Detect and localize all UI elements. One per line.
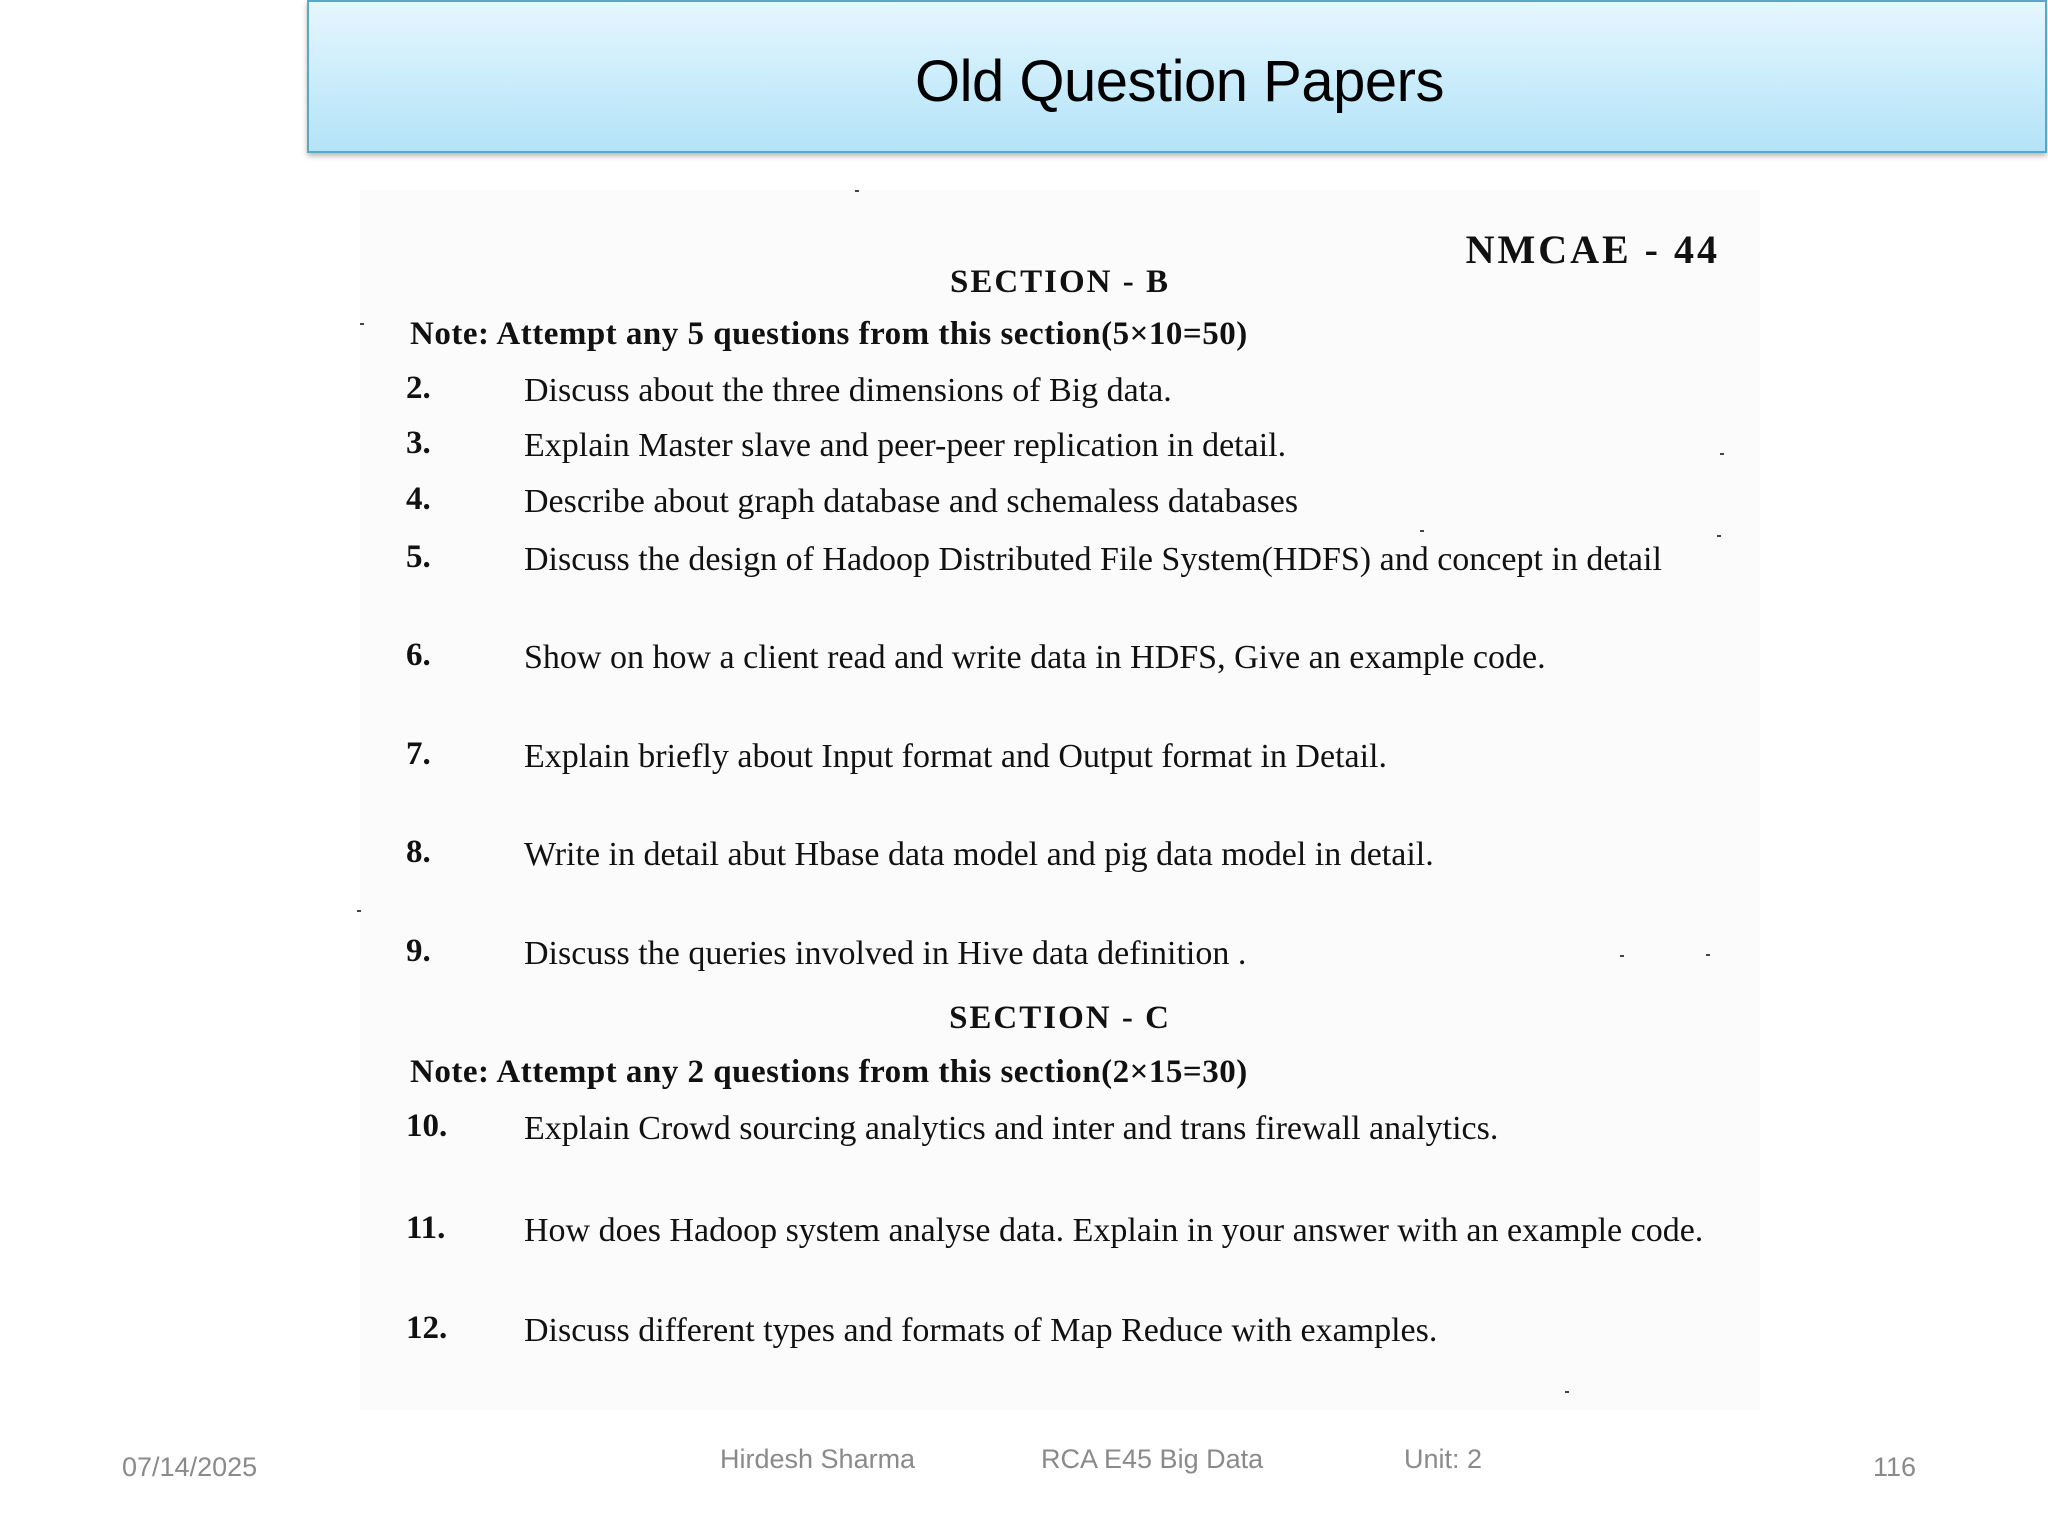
question-text: How does Hadoop system analyse data. Explain in your answer with an example code. — [524, 1212, 1704, 1249]
question-text: Write in detail abut Hbase data model and pig data model in detail. — [524, 836, 1434, 873]
question-number: 6. — [406, 637, 431, 673]
question-number: 11. — [406, 1210, 446, 1246]
question-item — [406, 933, 1716, 974]
question-text: Discuss different types and formats of Map Reduce with examples. — [524, 1312, 1438, 1349]
question-number: 2. — [406, 370, 431, 406]
question-item — [406, 370, 1716, 411]
question-item — [406, 736, 1716, 777]
question-text: Discuss the design of Hadoop Distributed File System(HDFS) and concept in detail — [524, 541, 1662, 578]
scanned-question-paper — [360, 190, 1760, 1410]
footer-unit: Unit: 2 — [1404, 1444, 1483, 1474]
question-item — [406, 1310, 1716, 1351]
question-item — [406, 834, 1716, 875]
footer-course: RCA E45 Big Data — [1041, 1444, 1264, 1474]
slide-title: Old Question Papers — [915, 49, 1444, 114]
question-number: 8. — [406, 834, 431, 870]
question-text: Explain Master slave and peer-peer replication in detail. — [524, 427, 1287, 464]
question-number: 9. — [406, 933, 431, 969]
question-text: Discuss the queries involved in Hive data definition . — [524, 935, 1247, 972]
question-number: 4. — [406, 481, 431, 517]
question-paper-content — [360, 190, 1760, 1410]
question-item — [406, 539, 1716, 580]
question-number: 7. — [406, 736, 431, 772]
section-b-heading: SECTION - B — [949, 264, 1171, 300]
question-number: 5. — [406, 539, 431, 575]
question-number: 3. — [406, 425, 431, 461]
section-b-note: Note: Attempt any 5 questions from this section(5×10=50) — [410, 316, 1248, 352]
question-text: Discuss about the three dimensions of Big data. — [524, 372, 1172, 409]
question-text: Describe about graph database and schemaless databases — [524, 483, 1299, 520]
question-item — [406, 481, 1716, 522]
question-number: 10. — [406, 1108, 448, 1144]
paper-code: NMCAE - 44 — [1465, 227, 1720, 272]
section-c-note: Note: Attempt any 2 questions from this section(2×15=30) — [410, 1054, 1248, 1090]
footer-page-number: 116 — [1873, 1452, 1917, 1482]
question-item — [406, 1210, 1716, 1251]
section-c-heading: SECTION - C — [949, 1000, 1171, 1036]
footer-date: 07/14/2025 — [122, 1452, 258, 1482]
question-text: Show on how a client read and write data in HDFS, Give an example code. — [524, 639, 1546, 676]
question-text: Explain briefly about Input format and Output format in Detail. — [524, 738, 1387, 775]
footer-author: Hirdesh Sharma — [720, 1444, 916, 1474]
question-item — [406, 425, 1716, 466]
question-item — [406, 1108, 1716, 1149]
question-item — [406, 637, 1716, 678]
question-text: Explain Crowd sourcing analytics and inter and trans firewall analytics. — [524, 1110, 1499, 1147]
slide-title-bar — [307, 0, 2047, 153]
question-number: 12. — [406, 1310, 448, 1346]
